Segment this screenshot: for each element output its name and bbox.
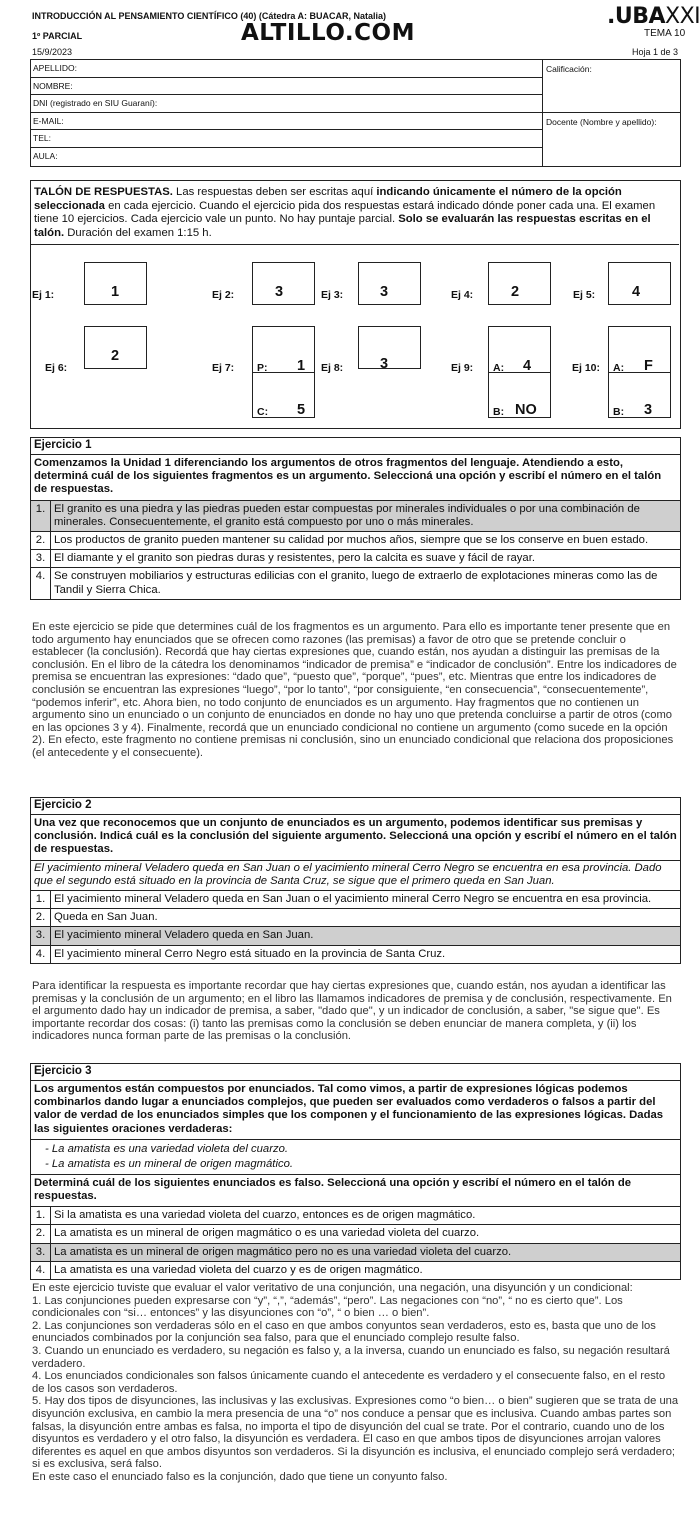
exercise-2 [30,797,681,964]
exercise-1-option-4[interactable] [31,568,680,598]
ej8-answer: 3 [380,356,389,372]
exercise-2-option-4[interactable] [31,946,680,963]
exercise-1-title: Ejercicio 1 [31,438,680,455]
uba-logo [607,4,700,29]
field-dni[interactable]: DNI (registrado en SIU Guaraní): [31,95,542,113]
field-tel[interactable]: TEL: [31,130,542,148]
option-text: La amatista es una variedad violeta del cuarzo y es de origen magmático. [54,1263,423,1276]
option-text: Si la amatista es una variedad violeta del cuarzo, entonces es de origen magmático. [54,1209,476,1222]
option-text: El diamante y el granito son piedras duras y resistentes, pero la calcita es suave y fácil de rayar. [54,552,535,565]
ej10-a-answer: F [644,358,653,374]
premise-item: - La amatista es una variedad violeta del cuarzo. [45,1142,289,1155]
exercise-2-option-2[interactable] [31,909,680,927]
exam-name: 1º PARCIAL [32,31,83,41]
option-number: 1. [31,1207,51,1224]
exercise-1-option-3[interactable] [31,550,680,568]
exercise-3-premises [31,1140,680,1175]
exercise-2-question: Una vez que reconocemos que un conjunto de enunciados es un argumento, podemos identificar sus premisas y conclusión. Indicá cuál es la conclusión del siguiente argumento. Seleccioná una opción y escribí el número en el talón de respuestas. [31,815,680,861]
uba-logo-xxi: XXI [665,4,700,29]
ej10-b-box[interactable] [608,372,671,418]
ej5-answer-box[interactable] [608,262,671,305]
ej6-answer: 2 [111,348,120,364]
page-counter: Hoja 1 de 3 [632,47,679,57]
ej7-label: Ej 7: [212,362,235,374]
exercise-2-argument: El yacimiento mineral Veladero queda en San Juan o el yacimiento mineral Cerro Negro se encuentra en esa provincia. Dado que el segundo está situado en la provincia de Santa Cruz, se sigue que el primero queda en San Juan. [31,861,680,891]
instr-bold-1: indicando únicamente el número de la opción seleccionada [34,186,622,212]
ej10-a-box[interactable] [608,326,671,373]
option-number: 3. [31,550,51,567]
explanation-paragraph: 3. Cuando un enunciado es verdadero, su negación es falso y, a la inversa, cuando un enunciado es falso, su negación resultará verdadero. [32,1344,670,1370]
option-text: Queda en San Juan. [54,911,158,924]
instr-text-2: en cada ejercicio. Cuando el ejercicio pida dos respuestas estará indicado dónde poner cada una. El examen tiene 10 ejercicios. Cada ejercicio vale un punto. No hay puntaje parcial. [34,199,656,225]
ej9-b-answer: NO [515,402,537,418]
instr-text-3: Duración del examen 1:15 h. [64,226,212,239]
option-text: Se construyen mobiliarios y estructuras edilicias con el granito, luego de extraerlo de explotaciones mineras como las de Tandil y Sierra Chica. [54,570,658,596]
ej7-premise-box[interactable] [252,326,315,373]
ej1-answer: 1 [111,284,120,300]
ej9-b-label: B: [493,406,505,418]
exercise-3-explanation [32,1282,680,1484]
explanation-paragraph: En este ejercicio tuviste que evaluar el valor veritativo de una conjunción, una negación, una disyunción y un condicional: [32,1282,633,1294]
exercise-3-question: Los argumentos están compuestos por enunciados. Tal como vimos, a partir de expresiones lógicas podemos combinarlos dando lugar a enunciados complejos, que pueden ser evaluados como verdaderos o falsos a partir del valor de verdad de los enunciados simples que los componen y el funcionamiento de las expresiones lógicas. Dadas las siguientes oraciones verdaderas: [31,1081,680,1140]
option-number: 4. [31,946,51,963]
ej10-label: Ej 10: [572,362,601,374]
option-number: 2. [31,909,51,926]
ej9-a-answer: 4 [523,358,532,374]
ej6-label: Ej 6: [45,362,68,374]
exercise-3-option-4[interactable] [31,1262,680,1279]
option-text: La amatista es un mineral de origen magmático o es una variedad violeta del cuarzo. [54,1227,480,1240]
option-number: 4. [31,1262,51,1279]
ej10-b-label: B: [613,406,625,418]
explanation-paragraph: 2. Las conjunciones son verdaderas sólo en el caso en que ambos conyuntos sean verdaderos, esto es, basta que uno de los enunciados combinados por la conjunción sea falso, para que el enunciado complejo resulte falso. [32,1319,656,1345]
option-text: La amatista es un mineral de origen magmático pero no es una variedad violeta del cuarzo. [54,1245,512,1258]
option-number: 4. [31,568,51,598]
option-text: El yacimiento mineral Veladero queda en San Juan o el yacimiento mineral Cerro Negro se encuentra en esa provincia. [54,893,652,906]
option-number: 1. [31,891,51,908]
instr-bold-2: Solo se evaluarán las respuestas escritas en el talón. [34,213,651,239]
option-number: 3. [31,1244,51,1261]
ej5-answer: 4 [632,284,641,300]
exercise-3-option-3[interactable] [31,1244,680,1262]
exercise-1 [30,437,681,600]
ej10-b-answer: 3 [644,402,653,418]
ej2-answer-box[interactable] [252,262,315,305]
answer-sheet-title: TALÓN DE RESPUESTAS. [34,186,173,198]
course-title: INTRODUCCIÓN AL PENSAMIENTO CIENTÍFICO (40) (Cátedra A: BUACAR, Natalia) [32,11,387,21]
ej4-label: Ej 4: [451,289,474,301]
option-text: El yacimiento mineral Veladero queda en San Juan. [54,929,314,942]
exercise-2-title: Ejercicio 2 [31,798,680,815]
ej7-p-answer: 1 [297,358,306,374]
option-text: El yacimiento mineral Cerro Negro está situado en la provincia de Santa Cruz. [54,947,446,960]
exercise-2-explanation: Para identificar la respuesta es importante recordar que hay ciertas expresiones que, cuando están, nos ayudan a identificar las premisas y la conclusión de un argumento; en el libro las llamamos indicadores de premisa y de conclusión, respectivamente. En el argumento dado hay un indicador de premisa, a saber, "dado que", y un indicador de conclusión, a saber, "se sigue que". Es importante recordar dos cosas: (i) tanto las premisas como la conclusión se deben enunciar de manera completa, y (ii) los indicadores nunca forman parte de las premisas o la conclusión. [32,980,672,1043]
exercise-1-question: Comenzamos la Unidad 1 diferenciando los argumentos de otros fragmentos del lenguaje. Atendiendo a esto, determiná cuál de los siguientes fragmentos es un argumento. Seleccioná una opción y escribí el número en el talón de respuestas. [31,455,680,501]
ej9-a-box[interactable] [488,326,551,373]
exercise-3 [30,1063,681,1280]
exercise-3-option-1[interactable] [31,1207,680,1225]
field-calificacion[interactable]: Calificación: [543,60,680,113]
student-fields [31,60,543,166]
uba-logo-main: .UBA [607,4,666,29]
option-number: 2. [31,1225,51,1242]
exercise-2-option-3[interactable] [31,927,680,945]
field-docente[interactable]: Docente (Nombre y apellido): [546,117,657,127]
ej1-label: Ej 1: [32,289,55,301]
explanation-paragraph: 1. Las conjunciones pueden expresarse con “y”, “,”, “además”, “pero”. Las negaciones con “no”, “ no es cierto que”. Los condicionales con “si… entonces” y las disyunciones con “o”, “ o bien … o bien”. [32,1294,623,1320]
ej7-p-label: P: [257,362,268,374]
ej9-label: Ej 9: [451,362,474,374]
field-apellido[interactable]: APELLIDO: [31,60,542,78]
premise-item: - La amatista es un mineral de origen magmático. [45,1157,294,1170]
answer-sheet-instructions [31,181,679,245]
exam-date: 15/9/2023 [32,47,73,57]
explanation-paragraph: 5. Hay dos tipos de disyunciones, las inclusivas y las exclusivas. Expresiones como “o bien… o bien” sugieren que se trata de una disyunción exclusiva, en cambio la mera presencia de una “o” nos conduce a pensar que es inclusiva. Cuando ambas partes son falsas, la disyunción entre ambas es falsa, no importa el tipo de disyunción del cual se trate. Por el contrario, cuando uno de los disyuntos es verdadero y el otro falso, la disyunción es verdadera. El caso en que ambos tipos de disyunciones arrojan valores diferentes es aquel en que ambos disyuntos son verdaderos. Si la disyunción es inclusiva, el enunciado complejo será verdadero; si es exclusiva, será falso. [32,1395,679,1471]
option-text: Los productos de granito pueden mantener su calidad por muchos años, siempre que se los conserve en buen estado. [54,534,649,547]
ej7-c-label: C: [257,406,269,418]
field-aula[interactable]: AULA: [33,150,58,161]
ej7-c-answer: 5 [297,402,306,418]
ej9-b-box[interactable] [488,372,551,418]
ej10-a-label: A: [613,362,625,374]
exercise-1-explanation: En este ejercicio se pide que determines cuál de los fragmentos es un argumento. Para ello es importante tener presente que en todo argumento hay enunciados que se ofrecen como razones (las premisas) a favor de otro que se pretende concluir o establecer (la conclusión). Recordá que hay ciertas expresiones que, cuando están, nos ayudan a distinguir las premisas de la conclusión. En el libro de la cátedra los denominamos “indicador de premisa” e “indicador de conclusión”. Entre los indicadores de premisa se encuentran las expresiones: “dado que”, “puesto que”, “porque”, “pues”, etc. Mientras que entre los indicadores de conclusión se encuentran las expresiones “luego”, “por lo tanto”, “por consiguiente, “en consecuencia”, “consecuentemente”, “podemos inferir”, etc. Ahora bien, no todo conjunto de enunciados es un argumento. Hay fragmentos que no contienen un argumento sino un enunciado o un conjunto de enunciados en donde no hay uno que pretenda concluirse a partir de otros (como en las opciones 3 y 4). Finalmente, recordá que un enunciado condicional no contiene un argumento (como sucede en la opción 2). En efecto, este fragmento no contiene premisas ni conclusión, sino un enunciado condicional que relaciona dos proposiciones (el antecedente y el consecuente). [32,621,677,759]
field-email[interactable]: E-MAIL: [31,113,542,131]
watermark: ALTILLO.COM [241,20,415,46]
option-text: El granito es una piedra y las piedras pueden estar compuestas por minerales individuales o por una combinación de minerales. Consecuentemente, el granito está compuesto por uno o más minerales. [54,502,640,528]
ej3-label: Ej 3: [321,289,344,301]
instr-text-1: Las respuestas deben ser escritas aquí [172,186,377,198]
exercise-3-instruction: Determiná cuál de los siguientes enunciados es falso. Seleccioná una opción y escribí el número en el talón de respuestas. [31,1175,680,1207]
ej7-conclusion-box[interactable] [252,372,315,418]
ej5-label: Ej 5: [573,289,596,301]
field-nombre[interactable]: NOMBRE: [31,78,542,96]
ej2-answer: 3 [275,284,284,300]
exercise-1-option-1[interactable] [31,501,680,532]
exercise-1-option-2[interactable] [31,532,680,550]
answer-sheet [30,180,681,429]
ej3-answer: 3 [380,284,389,300]
ej3-answer-box[interactable] [358,262,421,305]
exercise-3-title: Ejercicio 3 [31,1064,680,1081]
ej4-answer-box[interactable] [488,262,551,305]
explanation-paragraph: 4. Los enunciados condicionales son falsos únicamente cuando el antecedente es verdadero y el consecuente falso, en el resto de los casos son verdaderos. [32,1370,666,1395]
ej1-answer-box[interactable] [84,262,147,305]
ej8-answer-box[interactable] [358,326,421,372]
ej8-label: Ej 8: [321,362,344,374]
ej9-a-label: A: [493,362,505,374]
option-number: 1. [31,501,51,531]
student-info-form [30,59,681,167]
explanation-paragraph: En este caso el enunciado falso es la conjunción, dado que tiene un conyunto falso. [32,1470,448,1483]
exercise-3-option-2[interactable] [31,1225,680,1243]
option-number: 3. [31,927,51,944]
ej2-label: Ej 2: [212,289,235,301]
ej4-answer: 2 [511,284,520,300]
exercise-2-option-1[interactable] [31,891,680,909]
option-number: 2. [31,532,51,549]
ej6-answer-box[interactable] [84,326,147,369]
tema-label: TEMA 10 [644,28,686,39]
